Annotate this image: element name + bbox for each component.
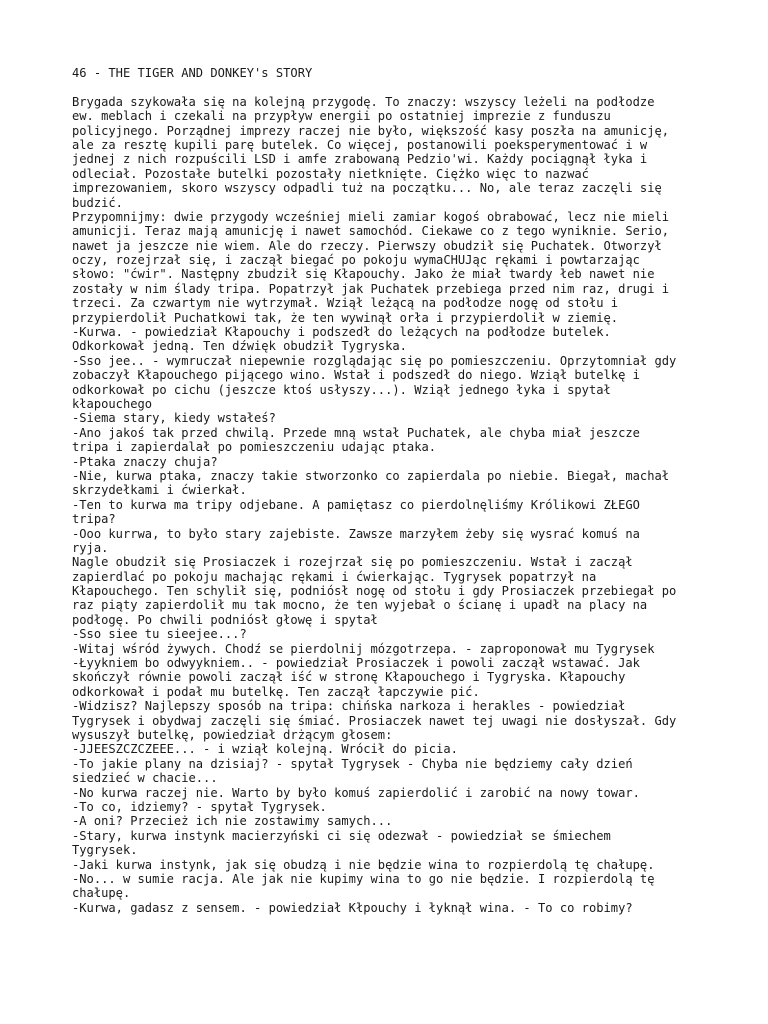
text-line: -Ooo kurrwa, to było stary zajebiste. Zawsze marzyłem żeby się wysrać komuś na [72,526,640,541]
text-line: podłogę. Po chwili podniósł głowę i spytał [72,612,378,627]
text-line: -Nie, kurwa ptaka, znaczy takie stworzonko co zapierdala po niebie. Biegał, machał [72,468,670,483]
text-line: -To jakie plany na dzisiaj? - spytał Tygrysek - Chyba nie będziemy cały dzień [72,756,633,771]
text-line: imprezowaniem, skoro wszyscy odpadli tuż na początku... No, ale teraz zaczęli się [72,181,662,196]
text-line: siedzieć w chacie... [72,771,218,786]
text-line: Tygrysek. [72,843,138,858]
text-line: przypierdolił Puchatkowi tak, że ten wywinął orła i przypierdolił w ziemię. [72,310,619,325]
page-title: 46 - THE TIGER AND DONKEY's STORY [72,66,313,80]
text-line: ale za resztę kupili parę butelek. Co więcej, postanowili poeksperymentować i w [72,137,648,152]
text-line: -Ten to kurwa ma tripy odjebane. A pamiętasz co pierdolnęliśmy Królikowi ZŁEGO [72,497,640,512]
text-line: policyjnego. Porządnej imprezy raczej nie było, większość kasy poszła na amunicję, [72,123,670,138]
text-line: -No kurwa raczej nie. Warto by było komuś zapierdolić i zarobić na nowy towar. [72,785,640,800]
text-line: nawet ja jeszcze nie wiem. Ale do rzeczy. Pierwszy obudził się Puchatek. Otworzył [72,238,662,253]
text-line: wysuszył butelkę, powiedział drżącym głosem: [72,727,393,742]
text-line: Nagle obudził się Prosiaczek i rozejrzał się po pomieszczeniu. Wstał i zaczął [72,555,633,570]
text-line: zapierdlać po pokoju machając rękami i ćwierkając. Tygrysek popatrzył na [72,569,597,584]
text-line: ryja. [72,540,109,555]
text-line: odkorkował i podał mu butelkę. Ten zaczął łapczywie pić. [72,684,480,699]
text-line: zobaczył Kłapouchego pijącego wino. Wstał i podszedł do niego. Wziął butelkę i [72,368,640,383]
document-page [72,66,712,915]
text-line: chałupę. [72,886,131,901]
text-line: Tygrysek i obydwaj zaczęli się śmiać. Prosiaczek nawet tej uwagi nie dosłyszał. Gdy [72,713,677,728]
text-line: -Widzisz? Najlepszy sposób na tripa: chińska narkoza i herakles - powiedział [72,699,626,714]
text-line: -Stary, kurwa instynk macierzyński ci się odezwał - powiedział se śmiechem [72,828,611,843]
text-line: tripa i zapierdalał po pomieszczeniu udając ptaka. [72,440,437,455]
text-line: Kłapouchego. Ten schylił się, podniósł nogę od stołu i gdy Prosiaczek przebiegał po [72,584,677,599]
text-line: Przypomnijmy: dwie przygody wcześniej mieli zamiar kogoś obrabować, lecz nie mieli [72,209,670,224]
text-line: słowo: "ćwir". Następny zbudził się Kłapouchy. Jako że miał twardy łeb nawet nie [72,267,655,282]
text-line: -Kurwa. - powiedział Kłapouchy i podszedł do leżących na podłodze butelek. [72,325,611,340]
text-line: -Siema stary, kiedy wstałeś? [72,411,276,426]
text-line: -Jaki kurwa instynk, jak się obudzą i nie będzie wina to rozpierdolą tę chałupę. [72,857,655,872]
text-line: raz piąty zapierdolił mu tak mocno, że ten wyjebał o ścianę i upadł na placy na [72,598,648,613]
text-line: Brygada szykowała się na kolejną przygodę. To znaczy: wszyscy leżeli na podłodze [72,94,655,109]
text-line: Odkorkował jedną. Ten dźwięk obudził Tygryska. [72,339,407,354]
text-line: kłapouchego [72,397,153,411]
text-line: amunicji. Teraz mają amunicję i nawet samochód. Ciekawe co z tego wyniknie. Serio, [72,224,670,239]
text-line: oczy, rozejrzał się, i zaczął biegać po pokoju wymaCHUJąc rękami i powtarzając [72,253,640,268]
text-line: -Witaj wśród żywych. Chodź se pierdolnij mózgotrzepa. - zaproponował mu Tygrysek [72,641,655,656]
text-line: -A oni? Przecież ich nie zostawimy samych... [72,814,393,829]
text-line: zostały w nim ślady tripa. Popatrzył jak Puchatek przebiega przed nim raz, drugi i [72,281,670,296]
text-line: -No... w sumie racja. Ale jak nie kupimy wina to go nie będzie. I rozpierdolą tę [72,871,655,886]
text-line: -Ano jakoś tak przed chwilą. Przede mną wstał Puchatek, ale chyba miał jeszcze [72,425,640,440]
text-line: skrzydełkami i ćwierkał. [72,483,247,498]
text-line: budzić. [72,195,123,210]
text-line: skończył równie powoli zaczął iść w stronę Kłapouchego i Tygryska. Kłapouchy [72,670,626,685]
text-line: -Ptaka znaczy chuja? [72,454,218,469]
text-line: -Sso siee tu sieejee...? [72,627,247,642]
text-line: tripa? [72,512,116,527]
text-line: -Sso jee.. - wymruczał niepewnie rozglądając się po pomieszczeniu. Oprzytomniał gdy [72,353,677,368]
story-body [72,95,712,915]
text-line: trzeci. Za czwartym nie wytrzymał. Wziął leżącą na podłodze nogę od stołu i [72,296,619,311]
text-line: odleciał. Pozostałe butelki pozostały nietknięte. Ciężko więc to nazwać [72,166,589,181]
text-line: -Kurwa, gadasz z sensem. - powiedział Kłpouchy i łyknął wina. - To co robimy? [72,900,633,915]
text-line: jednej z nich rozpuścili LSD i amfe zrabowaną Pedzio'wi. Każdy pociągnął łyka i [72,152,648,167]
text-line: ew. meblach i czekali na przypływ energii po ostatniej imprezie z funduszu [72,109,611,124]
text-line: -JJEESZCZCZEEE... - i wziął kolejną. Wrócił do picia. [72,742,458,757]
text-line: odkorkował po cichu (jeszcze ktoś usłyszy...). Wziął jednego łyka i spytał [72,382,611,397]
text-line: -To co, idziemy? - spytał Tygrysek. [72,799,327,814]
text-line: -Łyykniem bo odwyykniem.. - powiedział Prosiaczek i powoli zaczął wstawać. Jak [72,656,640,671]
